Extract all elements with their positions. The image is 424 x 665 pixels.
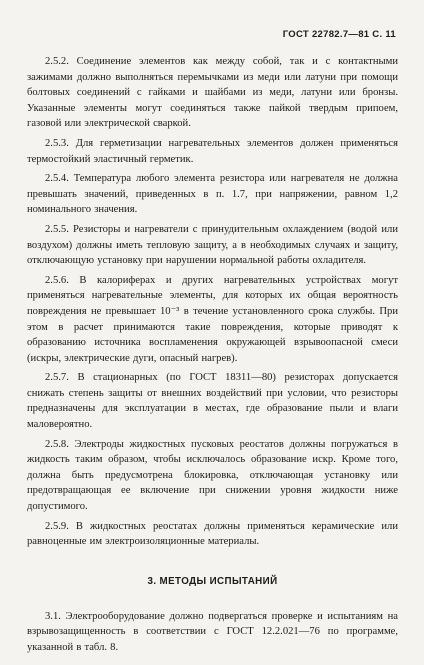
paragraph-2-5-4: 2.5.4. Температура любого элемента резистора или нагревателя не должна превышать значений, приведенных в п. 1.7, при напряжении, равном 1,2 номинального значения.: [27, 173, 398, 216]
paragraph-2-5-8: 2.5.8. Электроды жидкостных пусковых реостатов должны погружаться в жидкость таким образом, чтобы исключалось образование искр. Кроме того, должна быть предусмотрена блокировка, отключающая установку или предотвращающая ее включение при снижении уровня жидкости ниже допустимого.: [27, 438, 398, 513]
section-title: 3. МЕТОДЫ ИСПЫТАНИЙ: [147, 575, 278, 587]
paragraph-3-1: 3.1. Электрооборудование должно подвергаться проверке и испытаниям на взрывозащищенность в соответствии с ГОСТ 12.2.021—76 по программе, указанной в табл. 8.: [27, 610, 398, 653]
paragraph-2-5-2: 2.5.2. Соединение элементов как между собой, так и с контактными зажимами должно выполняться перемычками из меди или латуни при помощи болтовых соединений с гайками и шайбами из меди, латуни или бронзы. Указанные элементы могут соединяться также пайкой твердым припоем, газовой или электрической сваркой.: [27, 56, 398, 130]
document-body: [27, 54, 398, 660]
paragraph-2-5-6: 2.5.6. В калориферах и других нагревательных устройствах могут применяться нагревательные элементы, для которых их общая вероятность повреждения не превышает 10⁻³ в течение установленного срока службы. При этом в расчет принимаются такие повреждения, которые приводят к образованию источника воспламенения окружающей взрывоопасной смеси (искры, электрические дуги, опасный нагрев).: [27, 274, 398, 364]
paragraph-2-5-5: 2.5.5. Резисторы и нагреватели с принудительным охлаждением (водой или воздухом) должны иметь тепловую защиту, а в необходимых случаях и защиту, отключающую установку при нарушении нормальной работы охладителя.: [27, 223, 398, 267]
page-header: ГОСТ 22782.7—81 С. 11: [282, 29, 396, 40]
paragraph-2-5-7: 2.5.7. В стационарных (по ГОСТ 18311—80) резисторах допускается снижать степень защиты от внешних воздействий при условии, что резисторы предназначены для эксплуатации в местах, где образование пыли и влаги маловероятно.: [27, 372, 398, 431]
paragraph-2-5-9: 2.5.9. В жидкостных реостатах должны применяться керамические или равноценные им электроизоляционные материалы.: [27, 520, 398, 548]
paragraph-2-5-3: 2.5.3. Для герметизации нагревательных элементов должен применяться термостойкий эластичный герметик.: [27, 137, 398, 165]
